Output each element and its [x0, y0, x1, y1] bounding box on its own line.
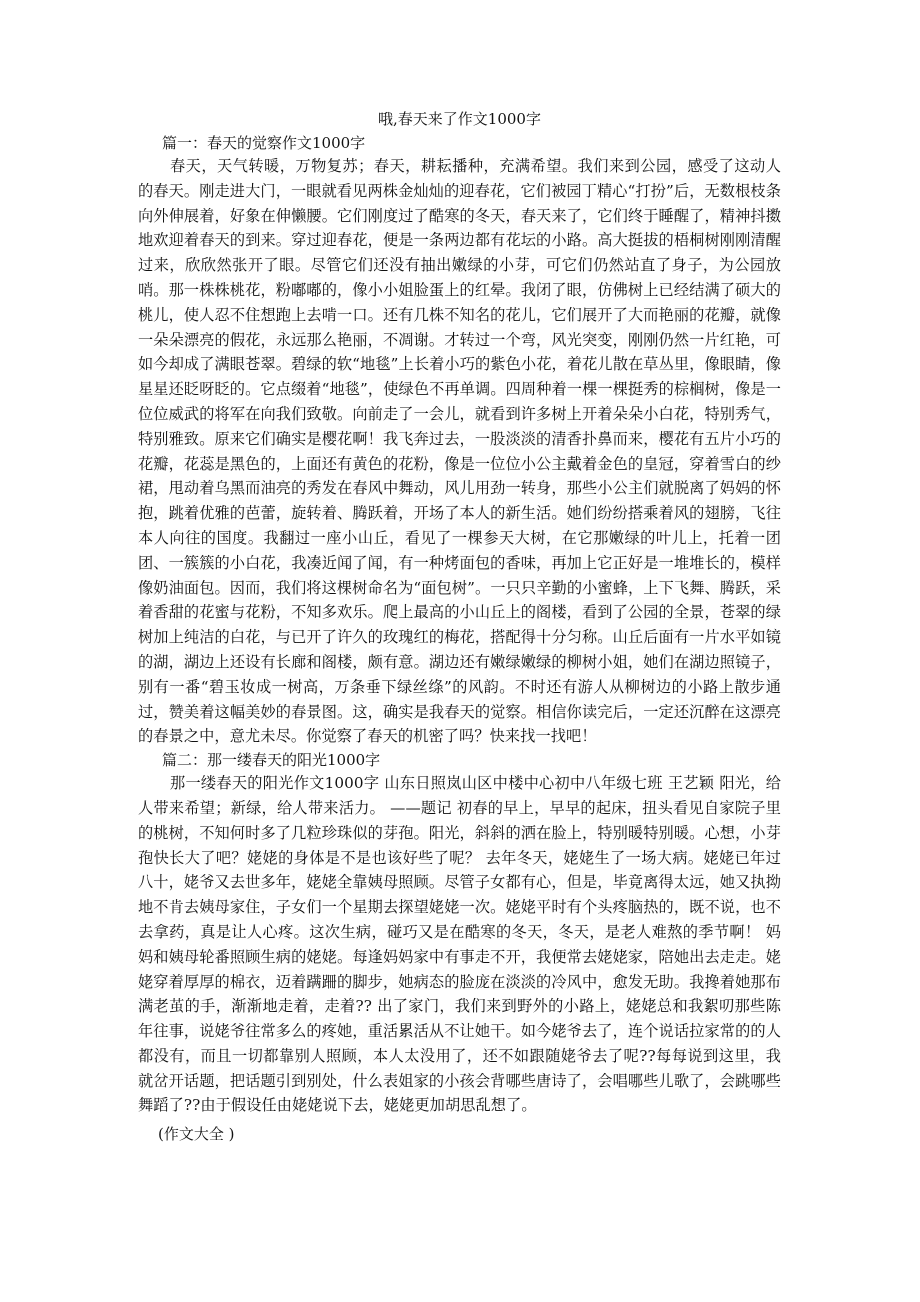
document-title: 哦,春天来了作文1000字 [378, 110, 541, 128]
section-1-body: 春天，天气转暖，万物复苏；春天，耕耘播种，充满希望。我们来到公园，感受了这动人的春天。刚走进大门，一眼就看见两株金灿灿的迎春花，它们被园丁精心“打扮”后，无数根枝条向外伸展着，好象在伸懒腰。它们刚度过了酷寒的冬天，春天来了，它们终于睡醒了，精神抖擞地欢迎着春天的到来。穿过迎春花，便是一条两边都有花坛的小路。高大挺拔的梧桐树刚刚清醒过来，欣欣然张开了眼。尽管它们还没有抽出嫩绿的小芽，可它们仍然站直了身子，为公园放哨。那一株株桃花，粉嘟嘟的，像小小姐脸蛋上的红晕。我闭了眼，仿佛树上已经结满了硕大的桃儿，使人忍不住想跑上去啃一口。还有几株不知名的花儿，它们展开了大而艳丽的花瓣，就像一朵朵漂亮的假花，永远那么艳丽，不凋谢。才转过一个弯，风光突变，刚刚仍然一片红艳，可如今却成了满眼苍翠。碧绿的软“地毯”上长着小巧的紫色小花，着花儿散在草丛里，像眼睛，像星星还眨呀眨的。它点缀着“地毯”，使绿色不再单调。四周种着一棵一棵挺秀的棕榈树，像是一位位威武的将军在向我们致敬。向前走了一会儿，就看到许多树上开着朵朵小白花，特别秀气，特别雅致。原来它们确实是樱花啊！我飞奔过去，一股淡淡的清香扑鼻而来，樱花有五片小巧的花瓣，花蕊是黑色的，上面还有黄色的花粉，像是一位位小公主戴着金色的皇冠，穿着雪白的纱裙，甩动着乌黑而油亮的秀发在春风中舞动，风儿用劲一转身，那些小公主们就脱离了妈妈的怀抱，跳着优雅的芭蕾，旋转着、腾跃着，开场了本人的新生活。她们纷纷搭乘着风的翅膀，飞往本人向往的国度。我翻过一座小山丘，看见了一棵参天大树，在它那嫩绿的叶儿上，托着一团团、一簇簇的小白花，我凑近闻了闻，有一种烤面包的香味，再加上它正好是一堆堆长的，模样像奶油面包。因而，我们将这棵树命名为“面包树”。一只只辛勤的小蜜蜂，上下飞舞、腾跃，采着香甜的花蜜与花粉，不知多欢乐。爬上最高的小山丘上的阁楼，看到了公园的全景，苍翠的绿树加上纯洁的白花，与已开了许久的玫瑰红的梅花，搭配得十分匀称。山丘后面有一片水平如镜的湖，湖边上还设有长廊和阁楼，颇有意。湖边还有嫩绿嫩绿的柳树小姐，她们在湖边照镜子，别有一番“碧玉妆成一树高，万条垂下绿丝绦”的风韵。不时还有游人从柳树边的小路上散步通过，赞美着这幅美妙的春景图。这，确实是我春天的觉察。相信你读完后，一定还沉醉在这漂亮的春景之中，意尤未尽。你觉察了春天的机密了吗？快来找一找吧！ [138, 157, 781, 746]
section-2-heading: 篇二：那一缕春天的阳光1000字 [162, 751, 381, 770]
footer-note: (作文大全 ) [158, 1125, 235, 1144]
document-page [138, 108, 781, 1146]
section-2-body: 那一缕春天的阳光作文1000字 山东日照岚山区中楼中心初中八年级七班 王艺颖 阳光，给人带来希望；新绿，给人带来活力。 ——题记 初春的早上，早早的起床，扭头看见自家院子里的桃树，不知何时多了几粒珍珠似的芽孢。阳光，斜斜的洒在脸上，特别暖特别暖。心想，小芽孢快长大了吧？姥姥的身体是不是也该好些了呢？ 去年冬天，姥姥生了一场大病。姥姥已年过八十，姥爷又去世多年，姥姥全靠姨母照顾。尽管子女都有心，但是，毕竟离得太远，她又执拗地不肯去姨母家住，子女们一个星期去探望姥姥一次。姥姥平时有个头疼脑热的，既不说，也不去拿药，真是让人心疼。这次生病，碰巧又是在酷寒的冬天，冬天，是老人难熬的季节啊！ 妈妈和姨母轮番照顾生病的姥姥。每逢妈妈家中有事走不开，我便常去姥姥家，陪她出去走走。姥姥穿着厚厚的棉衣，迈着蹒跚的脚步，她病态的脸庞在淡淡的冷风中，愈发无助。我搀着她那布满老茧的手，渐渐地走着，走着?? 出了家门，我们来到野外的小路上，姥姥总和我絮叨那些陈年往事，说姥爷往常多么的疼她，重活累活从不让她干。如今姥爷去了，连个说话拉家常的的人都没有，而且一切都靠别人照顾，本人太没用了，还不如跟随姥爷去了呢??每每说到这里，我就岔开话题，把话题引到别处，什么表姐家的小孩会背哪些唐诗了，会唱哪些儿歌了，会跳哪些舞蹈了??由于假设任由姥姥说下去，姥姥更加胡思乱想了。 [138, 774, 781, 1115]
section-1-heading: 篇一：春天的觉察作文1000字 [162, 134, 366, 152]
